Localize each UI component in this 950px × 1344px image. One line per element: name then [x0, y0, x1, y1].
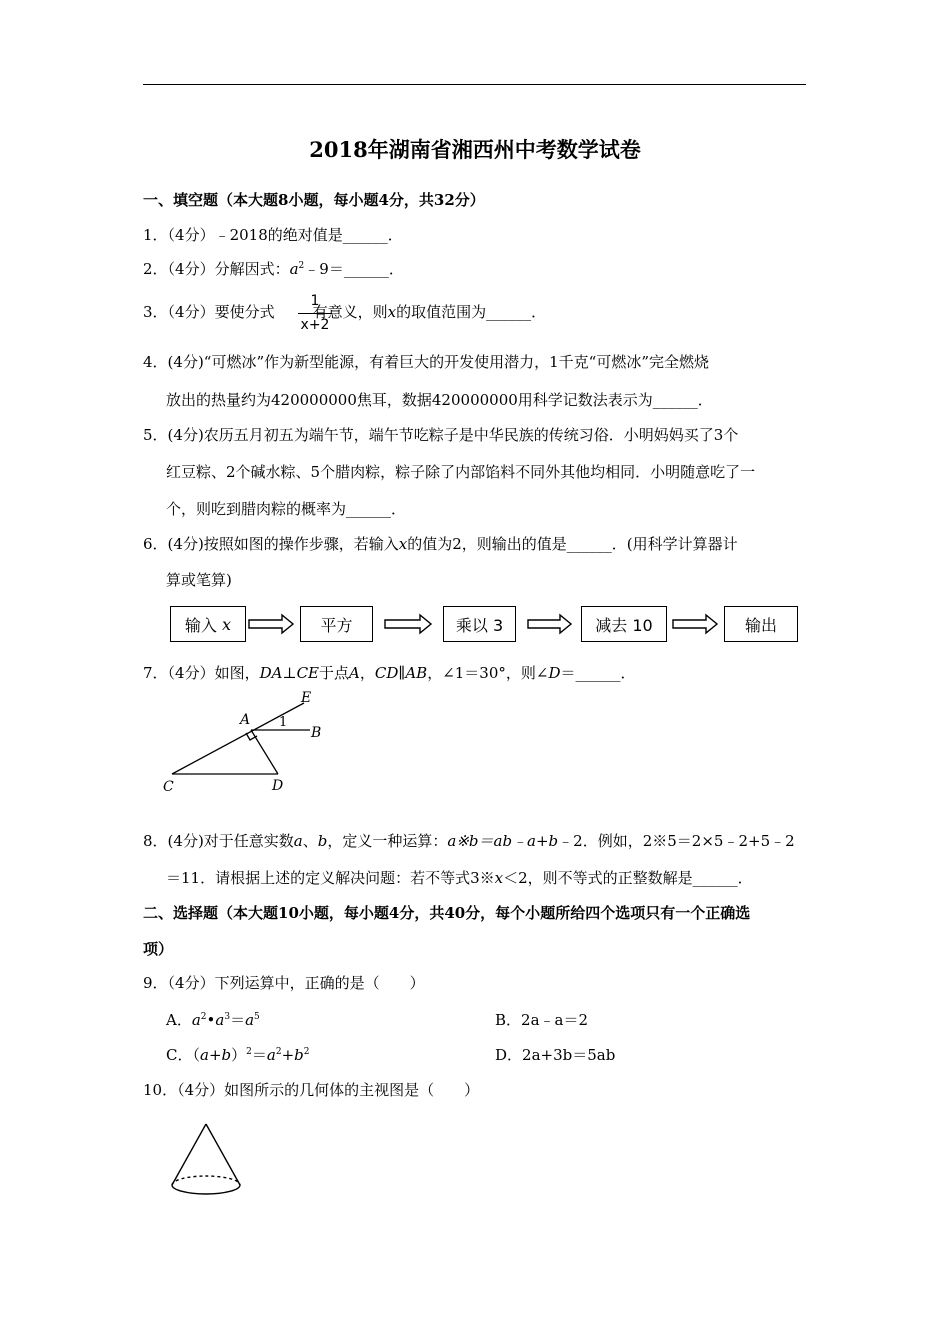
q3-numerator: 1: [310, 293, 320, 309]
q7-text-5: ，∠1＝30°，则∠: [427, 664, 549, 682]
question-5-line-3: 个，则吃到腊肉粽的概率为______．: [166, 500, 407, 518]
q3-mid: 有意义，则: [312, 303, 388, 321]
label-E: E: [301, 690, 312, 706]
q3-var: x: [387, 303, 397, 321]
question-4-line-1: 4．(4分)“可燃冰”作为新型能源，有着巨大的开发使用潜力，1千克“可燃冰”完全燃烧: [143, 353, 710, 371]
q8-text-d: ＝11．请根据上述的定义解决问题：若不等式3※: [166, 869, 495, 887]
q7-prefix: 7．（4分）如图，: [143, 664, 260, 682]
question-1: 1．（4分）﹣2018的绝对值是______．: [143, 226, 403, 244]
q7-point-a: A: [349, 664, 360, 682]
label-B: B: [311, 725, 322, 741]
question-9-stem: 9．（4分）下列运算中，正确的是（ ）: [143, 974, 425, 992]
q7-seg-ab: AB: [405, 664, 428, 682]
q8-sep: 、: [302, 832, 318, 850]
q8-var-b: b: [317, 832, 328, 850]
flow-box-subtract: 减去 10: [581, 606, 667, 642]
flow-box-square: 平方: [300, 606, 373, 642]
cone-base-front: [172, 1185, 240, 1194]
q8-text-a: 8．(4分)对于任意实数: [143, 832, 294, 850]
label-C: C: [163, 779, 174, 795]
q6-text-a: 6．(4分)按照如图的操作步骤，若输入: [143, 535, 399, 553]
q8-var-x: x: [494, 869, 504, 887]
question-5-line-2: 红豆粽、2个碱水粽、5个腊肉粽，粽子除了内部馅料不同外其他均相同．小明随意吃了一: [166, 463, 756, 481]
q3-denominator: x+2: [300, 317, 330, 333]
question-4-line-2: 放出的热量约为420000000焦耳，数据420000000用科学记数法表示为______．: [166, 391, 713, 409]
q8-expression: a※b＝ab﹣a+b: [447, 832, 559, 850]
q6-var: x: [398, 535, 408, 553]
section-2-heading-line-1: 二、选择题（本大题10小题，每小题4分，共40分，每个小题所给四个选项只有一个正确选: [143, 904, 751, 922]
q7-perp: ⊥: [282, 664, 297, 682]
q2-suffix: ﹣9＝______．: [304, 260, 404, 278]
flow-box-output: 输出: [724, 606, 798, 642]
q8-text-e: ＜2，则不等式的正整数解是______．: [503, 869, 753, 887]
q7-parallel: ∥: [398, 664, 406, 682]
q3-suffix: 的取值范围为______．: [396, 303, 547, 321]
q6-text-b: 的值为2，则输出的值是______．(用科学计算器计: [407, 535, 738, 553]
q7-point-d: D: [548, 664, 561, 682]
q8-text-c: ﹣2．例如，2※5＝2×5﹣2+5﹣2: [558, 832, 795, 850]
q9-option-c-label: C．: [166, 1046, 193, 1064]
q7-text-2: 于点: [319, 664, 350, 682]
label-angle-1: 1: [279, 715, 288, 730]
label-A: A: [240, 712, 251, 728]
q7-seg-ce: CE: [296, 664, 319, 682]
q7-seg-cd: CD: [374, 664, 399, 682]
q8-text-b: ，定义一种运算：: [327, 832, 448, 850]
label-D: D: [272, 778, 284, 794]
section-1-heading: 一、填空题（本大题8小题，每小题4分，共32分）: [143, 191, 485, 209]
flow-box-multiply: 乘以 3: [443, 606, 516, 642]
question-6-line-2: 算或笔算): [166, 571, 232, 589]
q7-seg-da: DA: [259, 664, 283, 682]
flow-input-label: 输入: [184, 615, 217, 635]
q9-option-d: D．2a+3b＝5ab: [495, 1046, 616, 1064]
cone-base-back: [172, 1176, 240, 1185]
q7-text-6: ＝______．: [560, 664, 636, 682]
q9-option-c: C．$(a+b)^2=a^2+b^2$: [166, 1046, 310, 1064]
question-5-line-1: 5．(4分)农历五月初五为端午节，端午节吃粽子是中华民族的传统习俗．小明妈妈买了3个: [143, 426, 739, 444]
question-10-stem: 10．（4分）如图所示的几何体的主视图是（ ）: [143, 1081, 480, 1099]
cone-right-edge: [206, 1124, 240, 1185]
flow-input-var: x: [222, 614, 232, 634]
q7-text-3: ，: [359, 664, 375, 682]
q2-var: a: [289, 260, 299, 278]
q3-prefix: 3．（4分）要使分式: [143, 303, 275, 321]
page-title: 2018年湖南省湘西州中考数学试卷: [309, 137, 641, 162]
q9-option-a: A．$a^2•a^3=a^5$: [166, 1011, 260, 1029]
q9-option-b: B．2a﹣a＝2: [495, 1011, 588, 1029]
q9-option-a-label: A．: [166, 1011, 192, 1029]
q8-var-a: a: [293, 832, 303, 850]
section-2-heading-line-2: 项）: [143, 940, 174, 958]
q2-exponent: 2: [298, 261, 305, 271]
q2-prefix: 2．（4分）分解因式：: [143, 260, 290, 278]
